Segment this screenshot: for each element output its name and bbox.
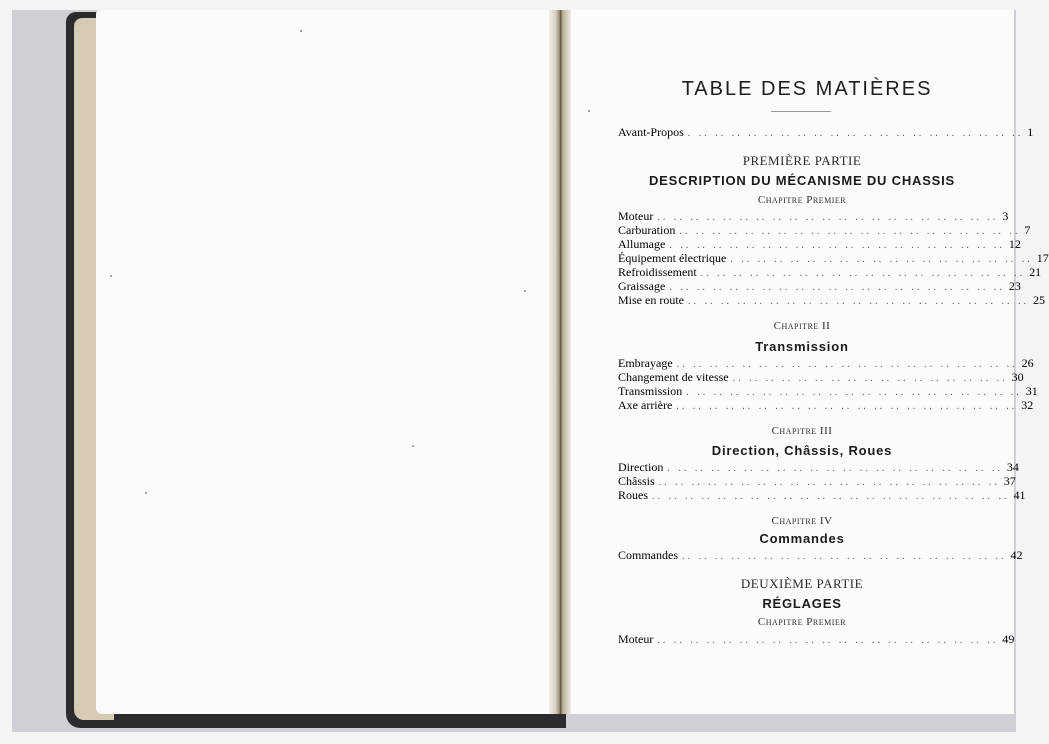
toc-entry-label: Transmission <box>618 384 683 398</box>
paper-speck <box>145 492 147 494</box>
chapter-heading: Chapitre III <box>771 425 833 437</box>
part-one-title: PREMIÈRE PARTIE <box>742 153 862 168</box>
toc-entry-label: Avant-Propos <box>618 125 684 139</box>
toc-entry-page: 12 <box>1008 237 1021 251</box>
toc-entry-page: 30 <box>1011 370 1024 384</box>
toc-entry-label: Commandes <box>618 548 678 562</box>
leader-dots: .. .. .. .. .. .. .. .. .. .. .. .. .. .. .. .. .. .. .. .. .. <box>687 296 1029 307</box>
toc-entry <box>618 370 1024 384</box>
toc-entry-label: Axe arrière <box>618 398 673 412</box>
toc-entry-label: Roues <box>618 488 648 502</box>
part-one-subtitle: DESCRIPTION DU MÉCANISME DU CHASSIS <box>648 173 956 188</box>
toc-entry-label: Changement de vitesse <box>618 370 729 384</box>
toc-entry <box>618 460 1019 474</box>
toc-entry <box>618 356 1034 370</box>
part-two-subtitle: RÉGLAGES <box>762 596 842 611</box>
chapter-title: Commandes <box>759 531 845 546</box>
leader-dots: .. .. .. .. .. .. .. .. .. .. .. .. .. .. .. .. .. .. .. .. .. <box>676 401 1018 412</box>
toc-entry-label: Moteur <box>618 632 654 646</box>
toc-title: TABLE DES MATIÈRES <box>681 78 933 100</box>
paper-speck <box>300 30 302 32</box>
leader-dots: .. .. .. .. .. .. .. .. .. .. .. .. .. .. .. .. .. .. .. .. .. <box>657 212 999 223</box>
toc-entry-page: 34 <box>1006 460 1019 474</box>
toc-entry <box>618 223 1031 237</box>
toc-entry-page: 49 <box>1002 632 1015 646</box>
toc-entry-page: 1 <box>1027 125 1034 139</box>
toc-entry-page: 31 <box>1025 384 1038 398</box>
leader-dots: .. .. .. .. .. .. .. .. .. .. .. .. .. .. .. .. .. .. .. .. <box>700 268 1026 279</box>
toc-entry-page: 32 <box>1021 398 1034 412</box>
toc-entry <box>618 209 1009 223</box>
toc-entry-label: Moteur <box>618 209 654 223</box>
toc-entry <box>618 251 1049 265</box>
paper-speck <box>412 445 414 447</box>
leader-dots: . .. .. .. .. .. .. .. .. .. .. .. .. .. .. .. .. .. .. .. .. <box>687 128 1024 139</box>
toc-entry <box>618 488 1026 502</box>
paper-speck <box>524 290 526 292</box>
chapter-heading: Chapitre Premier <box>757 616 847 628</box>
title-divider <box>771 111 831 112</box>
chapter-title: Direction, Châssis, Roues <box>711 443 893 458</box>
toc-entry-page: 3 <box>1002 209 1009 223</box>
toc-entry-label: Châssis <box>618 474 655 488</box>
leader-dots: .. .. .. .. .. .. .. .. .. .. .. .. .. .. .. .. .. <box>732 373 1008 384</box>
toc-entry-avant-propos <box>618 125 1034 139</box>
chapter-heading: Chapitre IV <box>771 515 833 527</box>
chapter-title: Transmission <box>755 339 849 354</box>
leader-dots: .. .. .. .. .. .. .. .. .. .. .. .. .. .. .. .. .. .. .. .. .. <box>676 359 1018 370</box>
toc-entry-page: 7 <box>1024 223 1031 237</box>
toc-entry-label: Embrayage <box>618 356 673 370</box>
toc-entry-label: Graissage <box>618 279 666 293</box>
toc-entry-page: 23 <box>1008 279 1021 293</box>
leader-dots: . .. .. .. .. .. .. .. .. .. .. .. .. .. .. .. .. .. .. .. .. <box>669 282 1005 293</box>
toc-entry-page: 37 <box>1003 474 1016 488</box>
toc-entry-label: Refroidissement <box>618 265 697 279</box>
chapter-heading: Chapitre II <box>773 320 831 332</box>
toc-entry-page: 42 <box>1010 548 1023 562</box>
leader-dots: . .. .. .. .. .. .. .. .. .. .. .. .. .. .. .. .. .. .. .. .. <box>686 387 1022 398</box>
part-two-title: DEUXIÈME PARTIE <box>740 576 864 591</box>
leader-dots: .. .. .. .. .. .. .. .. .. .. .. .. .. .. .. .. .. .. .. .. <box>682 551 1007 562</box>
toc-entry <box>618 398 1034 412</box>
toc-entry <box>618 632 1015 646</box>
toc-entry <box>618 384 1038 398</box>
leader-dots: . .. .. .. .. .. .. .. .. .. .. .. .. .. .. .. .. .. .. <box>730 254 1033 265</box>
toc-entry <box>618 548 1023 562</box>
toc-entry-label: Allumage <box>618 237 666 251</box>
toc-entry-page: 25 <box>1032 293 1045 307</box>
toc-entry-page: 21 <box>1029 265 1042 279</box>
toc-entry-label: Carburation <box>618 223 676 237</box>
left-page-blank <box>96 10 556 714</box>
paper-speck <box>588 110 590 112</box>
toc-entry <box>618 293 1045 307</box>
toc-entry <box>618 474 1016 488</box>
leader-dots: .. .. .. .. .. .. .. .. .. .. .. .. .. .. .. .. .. .. .. .. .. <box>657 635 999 646</box>
toc-entry-label: Équipement électrique <box>618 251 727 265</box>
leader-dots: .. .. .. .. .. .. .. .. .. .. .. .. .. .. .. .. .. .. .. .. .. <box>658 477 1000 488</box>
toc-entry <box>618 279 1021 293</box>
leader-dots: . .. .. .. .. .. .. .. .. .. .. .. .. .. .. .. .. .. .. .. .. <box>669 240 1005 251</box>
toc-entry-page: 17 <box>1036 251 1049 265</box>
toc-entry-label: Direction <box>618 460 664 474</box>
leader-dots: . .. .. .. .. .. .. .. .. .. .. .. .. .. .. .. .. .. .. .. .. <box>667 463 1003 474</box>
toc-entry-page: 26 <box>1021 356 1034 370</box>
toc-entry <box>618 265 1042 279</box>
book-spine <box>549 10 571 714</box>
toc-entry <box>618 237 1021 251</box>
leader-dots: .. .. .. .. .. .. .. .. .. .. .. .. .. .. .. .. .. .. .. .. .. .. <box>652 491 1010 502</box>
chapter-heading: Chapitre Premier <box>757 194 847 206</box>
toc-entry-page: 41 <box>1013 488 1026 502</box>
paper-speck <box>110 275 112 277</box>
leader-dots: .. .. .. .. .. .. .. .. .. .. .. .. .. .. .. .. .. .. .. .. .. <box>679 226 1021 237</box>
toc-entry-label: Mise en route <box>618 293 684 307</box>
